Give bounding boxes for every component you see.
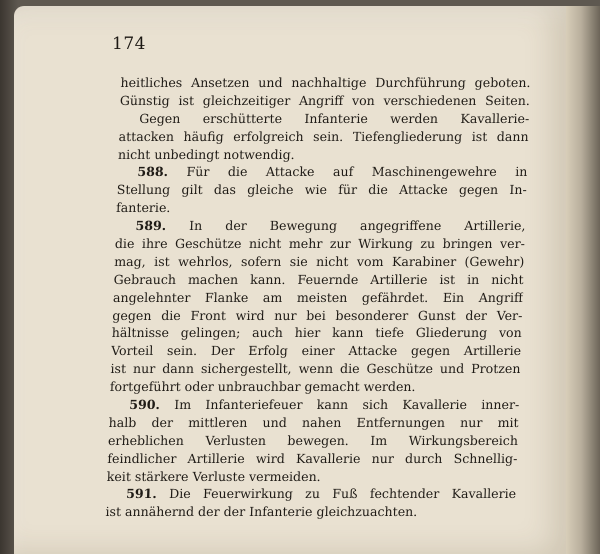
text-line: [120, 74, 531, 92]
text-line: [119, 110, 530, 128]
line-text: Günstig ist gleichzeitiger Angriff von verschiedenen Seiten.: [119, 92, 531, 108]
text-line: [111, 342, 522, 360]
line-text: angelehnter Flanke am meisten gefährdet. Ein Angriff: [112, 289, 524, 305]
text-line: [108, 414, 519, 432]
line-text: Im Infanteriefeuer kann sich Kavallerie inner-: [173, 397, 520, 413]
line-text: Stellung gilt das gleiche wie für die Attacke gegen In-: [116, 182, 528, 198]
text-line: [116, 199, 527, 217]
line-text: Für die Attacke auf Maschinengewehre in: [186, 164, 528, 180]
paragraph-number: 588.: [137, 164, 169, 180]
line-text: nicht unbedingt notwendig.: [117, 146, 295, 162]
text-line: [106, 485, 517, 503]
text-line: [120, 92, 531, 110]
line-text: gegen die Front wird nur bei besonderer Gunst der Ver-: [112, 307, 523, 323]
text-line: [118, 128, 529, 146]
text-line: [118, 146, 529, 164]
line-text: attacken häufig erfolgreich sein. Tiefengliederung ist dann: [118, 128, 529, 144]
text-line: [115, 217, 526, 235]
text-line: [108, 432, 519, 450]
text-line: [114, 253, 525, 271]
line-text: Gegen erschütterte Infanterie werden Kavallerie-: [139, 110, 530, 126]
line-text: In der Bewegung angegriffene Artillerie,: [188, 218, 526, 234]
line-text: Gebrauch machen kann. Feuernde Artillerie ist in nicht: [113, 271, 524, 287]
text-line: [113, 271, 524, 289]
line-text: ist nur dann sichergestellt, wenn die Geschütze und Protzen: [110, 361, 521, 377]
line-text: keit stärkere Verluste vermeiden.: [106, 468, 321, 484]
text-line: [115, 235, 526, 253]
text-line: [110, 378, 521, 396]
line-text: die ihre Geschütze nicht mehr zur Wirkung zu bringen ver-: [114, 236, 526, 252]
line-text: heitliches Ansetzen und nachhaltige Durchführung geboten.: [120, 75, 531, 90]
line-text: ist annähernd der der Infanterie gleichzuachten.: [105, 504, 418, 520]
line-text: mag, ist wehrlos, sofern sie nicht vom Karabiner (Gewehr): [114, 253, 525, 269]
text-line: [116, 181, 527, 199]
paragraph-number: 589.: [135, 218, 167, 234]
body-text: [105, 74, 531, 521]
line-text: hältnisse gelingen; auch hier kann tiefe Gliederung von: [111, 325, 523, 341]
text-line: [111, 324, 522, 342]
text-line: [117, 163, 528, 181]
page-number: 174: [112, 34, 146, 54]
text-line: [109, 396, 520, 414]
line-text: fanterie.: [115, 200, 171, 216]
paragraph-number: 591.: [125, 486, 158, 502]
line-text: fortgeführt oder unbrauchbar gemacht werden.: [109, 379, 416, 395]
line-text: Die Feuerwirkung zu Fuß fechtender Kavallerie: [168, 486, 517, 502]
paragraph-number: 590.: [129, 397, 161, 413]
line-text: erheblichen Verlusten bewegen. Im Wirkungsbereich: [107, 432, 519, 448]
text-line: [112, 307, 523, 325]
line-text: feindlicher Artillerie wird Kavallerie nur durch Schnellig-: [107, 450, 518, 466]
text-line: [107, 450, 518, 468]
page-gutter-edge: [566, 6, 600, 554]
line-text: Vorteil sein. Der Erfolg einer Attacke gegen Artillerie: [110, 343, 522, 359]
text-line: [106, 468, 517, 486]
line-text: halb der mittleren und nahen Entfernungen nur mit: [108, 414, 519, 430]
text-line: [105, 503, 516, 521]
text-line: [113, 289, 524, 307]
text-line: [110, 360, 521, 378]
